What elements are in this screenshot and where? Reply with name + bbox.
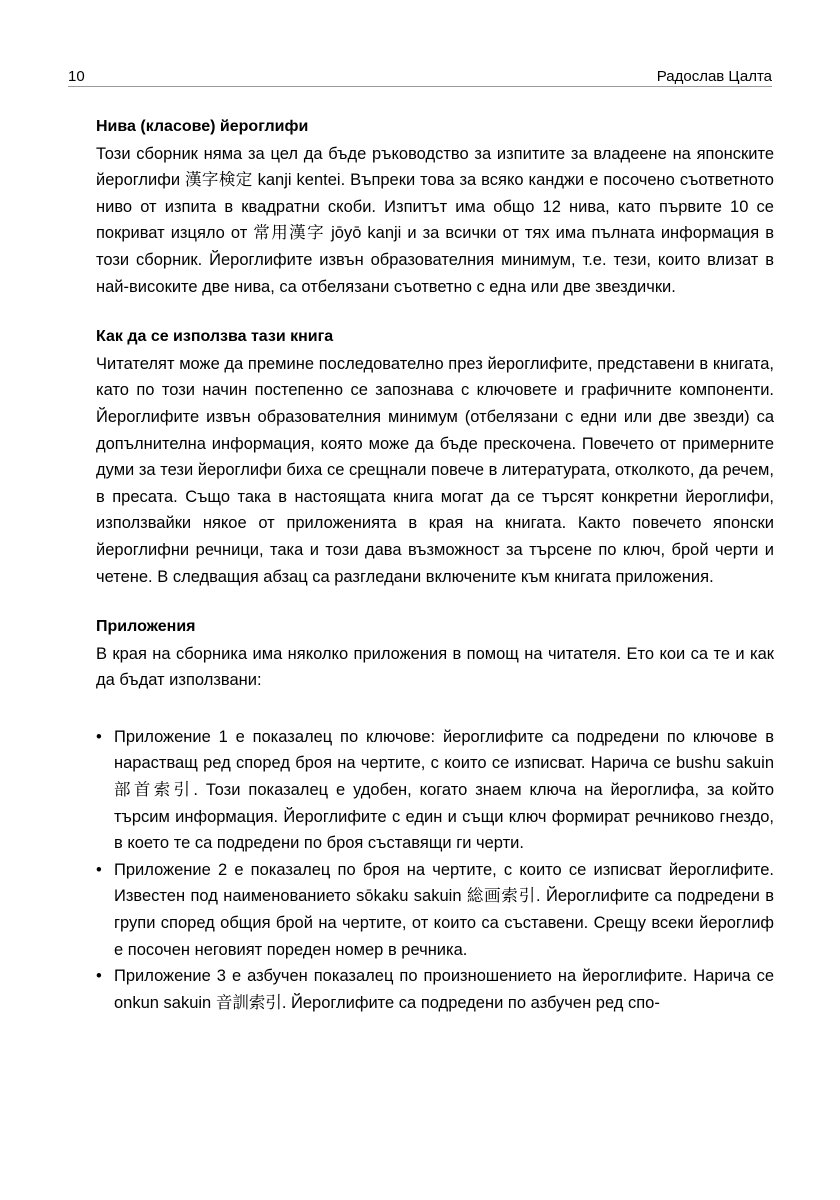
list-item-text: Приложение 1 е показалец по ключове: йероглифите са подредени по ключове в нарастващ ред според броя на чертите, с които се изписват. Нарича се bushu sakuin 部首索引. Този показалец е удобен, когато знаем ключа на йероглифа, за който търсим информация. Йероглифите с един и същи ключ формират речниково гнездо, в което те са подредени по броя съставящи ги черти. <box>114 727 774 853</box>
list-item-text: Приложение 2 е показалец по броя на чертите, с които се изписват йероглифите. Известен под наименованието sōkaku sakuin 総画索引. Йероглифите са подредени в групи според общия брой на чертите, от които са съставени. Срещу всеки йероглиф е посочен неговият пореден номер в речника. <box>114 860 774 959</box>
bullet-icon: • <box>96 727 102 746</box>
page-number: 10 <box>68 68 85 85</box>
section-paragraph: В края на сборника има няколко приложения в помощ на читателя. Ето кои са те и как да бъдат използвани: <box>96 644 774 690</box>
appendix-list <box>96 724 774 1017</box>
bullet-icon: • <box>96 967 102 986</box>
bullet-icon: • <box>96 860 102 879</box>
section-appendices <box>96 614 774 694</box>
running-header-author: Радослав Цалта <box>656 68 772 85</box>
section-levels <box>96 114 774 300</box>
list-item-text: Приложение 3 е азбучен показалец по произношението на йероглифите. Нарича се onkun sakuin 音訓索引. Йероглифите са подредени по азбучен ред спо- <box>114 967 774 1012</box>
list-item <box>96 857 774 963</box>
section-heading: Нива (класове) йероглифи <box>96 118 309 135</box>
list-item <box>96 963 774 1016</box>
page-header <box>68 68 772 87</box>
section-heading: Как да се използва тази книга <box>96 328 334 346</box>
section-paragraph: Този сборник няма за цел да бъде ръководство за изпитите за владеене на японските йероглифи 漢字検定 kanji kentei. Въпреки това за всяко канджи е посочено съответното ниво от изпита в квадратни скоби. Изпитът има общо 12 нива, като първите 10 се покриват изцяло от 常用漢字 jōyō kanji и за всички от тях има пълната информация в този сборник. Йероглифите извън образователния минимум, т.е. тези, които влизат в най-високите две нива, са отбелязани съответно с една или две звездички. <box>96 144 774 296</box>
list-item <box>96 724 774 857</box>
section-heading: Приложения <box>96 618 196 636</box>
page-content <box>96 114 774 1016</box>
section-how-to-use <box>96 324 774 590</box>
section-paragraph: Читателят може да премине последователно през йероглифите, представени в книгата, като по този начин постепенно се запознава с ключовете и графичните компоненти. Йероглифите извън образователния минимум (отбелязани с едни или две звезди) са допълнителна информация, която може да бъде прескочена. Повечето от примерните думи за тези йероглифи биха се срещнали повече в литературата, отколкото, да речем, в пресата. Също така в настоящата книга могат да се търсят конкретни йероглифи, използвайки някое от приложенията в края на книгата. Както повечето японски йероглифни речници, така и този дава възможност за търсене по ключ, брой черти и четене. В следващия абзац са разгледани включените към книгата приложения. <box>96 354 774 586</box>
